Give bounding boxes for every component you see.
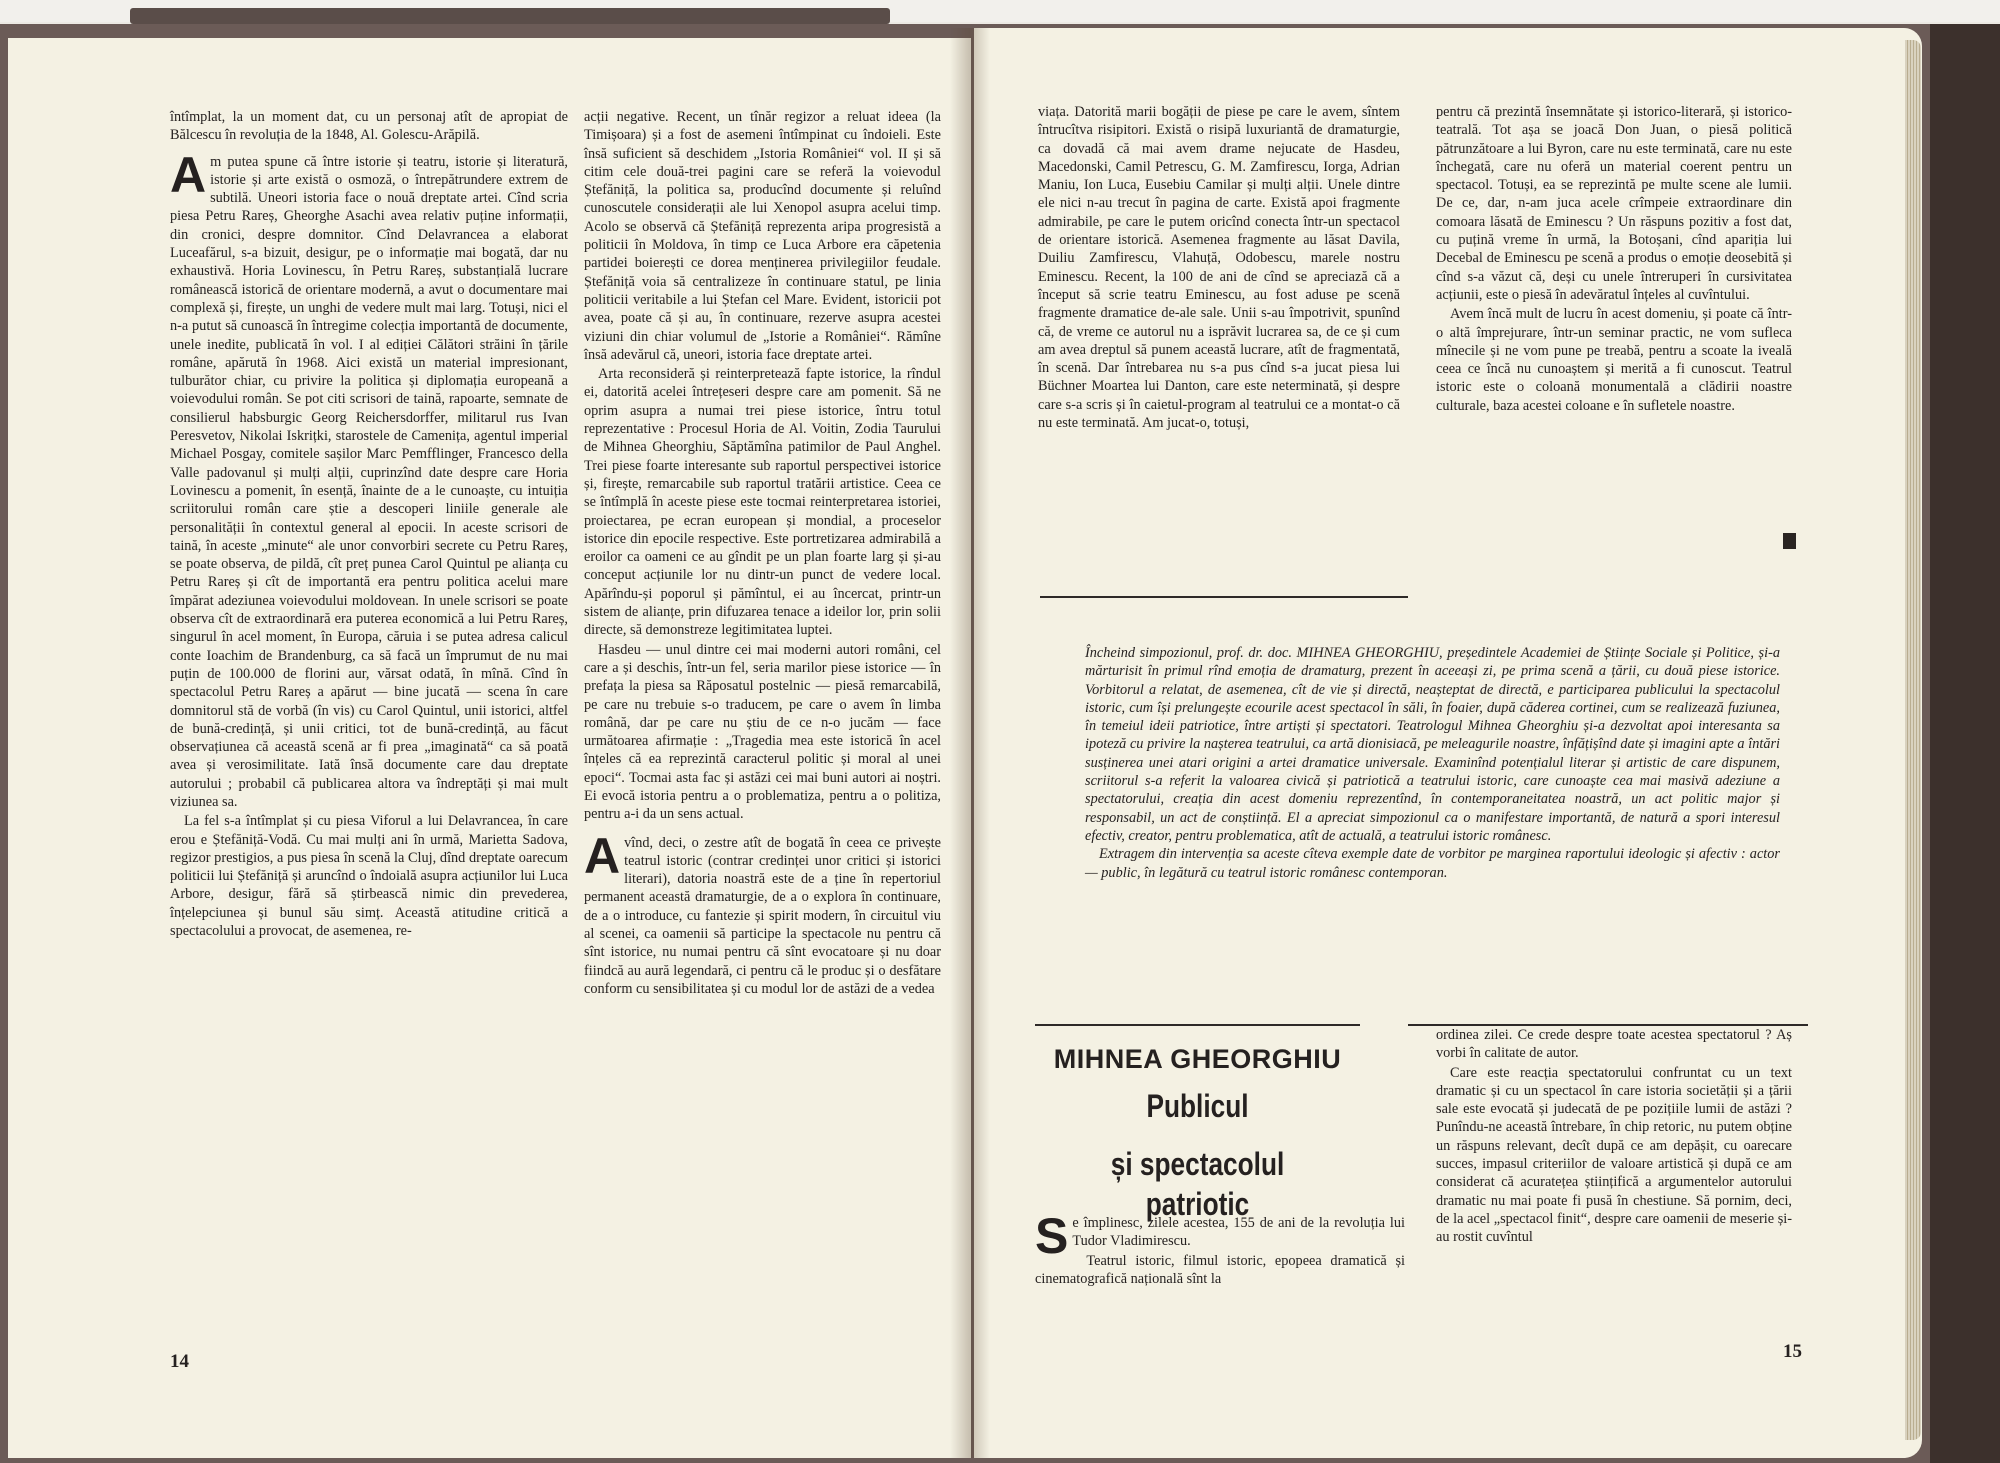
left-page <box>8 38 971 1458</box>
paragraph: viața. Datorită marii bogății de piese pe care le avem, sîntem întrucîtva risipitori. Există o risipă luxuriantă de dramaturgie, ca dovadă că mai avem drame nejucate de Hasdeu, Macedonski, Camil Petrescu, G. M. Zamfirescu, Iorga, Adrian Maniu, Ion Luca, Eusebiu Camilar și mulți alții. Unele dintre ele nici n-au trecut în pagina de carte. Există apoi fragmente admirabile, pe care le putem oricînd conecta într-un spectacol de orientare istorică. Asemenea fragmente au lăsat Davila, Duiliu Zamfirescu, Vlahuță, Odobescu, marele nostru Eminescu. Recent, la 100 de ani de cînd se apreciază că a început să scrie teatru Eminescu, au fost aduse pe scenă fragmente dramatice de-ale sale. Unii s-au împotrivit, spunînd că, de vreme ce autorul nu a isprăvit lucrarea sa, de ce și cum am avea dreptul să punem această lucrare, atît de fragmentată, în scenă. Dar întrebarea nu s-a pus cînd s-a jucat piesa lui Büchner Moartea lui Danton, care este neterminată, și despre care s-a scris și în caietul-program al teatrului ce a montat-o că nu este terminată. Am jucat-o, totuși, <box>1038 104 1400 432</box>
paragraph: Care este reacția spectatorului confruntat cu un text dramatic și cu un spectacol în care istoria societății și a țării sale este evocată și judecată de pe pozițiile lumii de astăzi ? Punîndu-ne această întrebare, în chip retoric, nu putem obține un răspuns relevant, decît după ce am depășit, cu oarecare succes, impasul criteriilor de valoare artistică și după ce am considerat că acuratețea științifică a argumentelor autorului dramatic nu mai poate fi pusă în chestiune. Să pornim, deci, de la acel „spectacol finit“, despre care oamenii de meserie și-au rostit cuvîntul <box>1436 1064 1792 1246</box>
paragraph: Arta reconsideră și reinterpretează fapte istorice, la rîndul ei, datorită acelei întrețeseri despre care am pomenit. Să ne oprim asupra a numai trei piese istorice, întru totul reprezentative : Procesul Horia de Al. Voitin, Zodia Taurului de Mihnea Gheorghiu, Săptămîna patimilor de Paul Anghel. Trei piese foarte interesante sub raportul perspectivei istorice și, firește, remarcabile sub raportul tratării artistice. Ceea ce se întîmplă în aceste piese este tocmai reinterpretarea istoriei, proiectarea, pe ecran european și mondial, a proceselor istorice din epocile respective. Este portretizarea admirabilă a eroilor ca oameni ce au gîndit pe un plan foarte larg și și-au conceput acțiunile lor nu dintr-un punct de vedere local. Apărîndu-și poporul și pămîntul, ei au încercat, printr-un sistem de alianțe, prin difuzarea tenace a ideilor lor, prin solii directe, să demonstreze legitimitatea luptei. <box>584 366 941 639</box>
left-column-1 <box>170 108 568 941</box>
article-column-1 <box>1035 1208 1405 1289</box>
section-divider <box>1040 596 1408 598</box>
paragraph: La fel s-a întîmplat și cu piesa Viforul a lui Delavrancea, în care erou e Ștefăniță-Vodă. Cu mai mulți ani în urmă, Marietta Sadova, regizor prestigios, a pus piesa în scenă la Cluj, dînd dreptate oarecum politicii lui Ștefăniță și aruncînd o îndoială asupra acțiunilor lui Luca Arbore, desigur, fără să știrbească nimic din prevederea, înțelepciunea și bunul său simț. Această atitudine critică a spectacolului a provocat, de asemenea, re- <box>170 813 568 940</box>
paragraph: Avem încă mult de lucru în acest domeniu, și poate că într-o altă împrejurare, într-un seminar practic, ne vom sufleca mînecile și ne vom pune pe treabă, pentru a scoate la iveală ceea ce încă nu cunoaștem și merită a fi cunoscut. Teatrul istoric este o coloană monumentală a clădirii noastre culturale, baza acestei coloane e în sufletele noastre. <box>1436 306 1792 414</box>
drop-cap: A <box>170 146 207 203</box>
page-number: 14 <box>170 1351 189 1372</box>
paragraph: ordinea zilei. Ce crede despre toate acestea spectatorul ? Aș vorbi în calitate de autor. <box>1436 1027 1792 1062</box>
article-title-line-1: Publicul <box>1146 1088 1249 1124</box>
article-column-2 <box>1436 1026 1792 1248</box>
paragraph: pentru că prezintă însemnătate și istorico-literară, și istorico-teatrală. Tot așa se joacă Don Juan, o piesă politică pătrunzătoare a lui Byron, care nu este terminată, care nu este închegată, care nu oferă un material coerent pentru un spectacol. Totuși, ea se reprezintă pe multe scene ale lumii. De ce, dar, n-am juca acele crîmpeie extraordinare din comoara lăsată de Eminescu ? Un răspuns pozitiv a fost dat, cu puțină vreme în urmă, la Botoșani, cînd apariția lui Decebal de Eminescu pe scenă a produs o emoție deosebită și cînd s-a văzut că, deși cu unele întreruperi în cursivitatea acțiunii, este o piesă în adevăratul înțeles al cuvîntului. <box>1436 104 1792 303</box>
paragraph: Se împlinesc, zilele acestea, 155 de ani de la revoluția lui Tudor Vladimirescu. <box>1035 1208 1405 1264</box>
paragraph: Am putea spune că între istorie și teatru, istorie și literatură, istorie și arte există o osmoză, o întrepătrundere extrem de subtilă. Uneori istoria face o nouă dreptate artei. Cînd scria piesa Petru Rareș, Gheorghe Asachi avea relativ puține informații, din cronici, despre domnitor. Cînd Delavrancea a elaborat Luceafărul, s-a bizuit, desigur, pe o informație mai bogată, dar nu exhaustivă. Horia Lovinescu, în Petru Rareș, substanțială lucrare românească istorică de orientare modernă, a avut o documentare mai complexă și, firește, un unghi de vedere mult mai larg. Totuși, nici el n-a putut să cunoască în întregime colecția importantă de documente, unele inedite, publicată în vol. I al ediției Călători străini în țările române, apărută în 1968. Aici există un material impresionant, tulburător chiar, cu privire la politica și diplomația europeană a voievodului român. Se pot citi scrisori de taină, rapoarte, semnate de consilierul habsburgic Georg Reichersdorffer, militarul rus Ivan Peresvetov, Nikolai Iskrițki, starostele de Camenița, agentul imperial Michael Posgay, comitele sașilor Marc Pemfflinger, Francesco della Valle padovanul și mulți alții, cuprinzînd date despre care Horia Lovinescu a pomenit, în esență, înainte de a le cunoaște, cu intuiția scriitorului român care știe a descoperi liniile generale ale personalității în contextul general al epocii. In aceste scrisori de taină, în aceste „minute“ ale unor convorbiri secrete cu Petru Rareș, se poate observa, de pildă, cît preț punea Carol Quintul pe alianța cu Petru Rareș și cît de importantă era pentru politica acelui mare împărat adeziunea voievodului moldovean. In unele scrisori se poate observa cît de extraordinară era puterea economică a lui Petru Rareș, singurul în acel moment, în Europa, căruia i se putea adresa calicul conte Ioachim de Brandenburg, ca să facă un împrumut de nu mai puțin de 100.000 de florini aur, vărsat odată, în mînă. Cînd în spectacolul Petru Rareș a apărut — bine jucată — scena în care domnitorul stă de vorbă (în vis) cu Carol Quintul, unii istorici, altfel de bună-credință, și unii critici, tot de bună-credință, au făcut observațiunea că această scenă ar fi prea „imaginată“ ca să poată avea și verosimilitate. Iată însă documente care dau dreptate autorului ; probabil că publicarea altora va îndreptăți și mai mult viziunea sa. <box>170 146 568 810</box>
page-edges <box>1905 40 1921 1440</box>
title-rule-top <box>1035 1024 1360 1026</box>
paragraph: acții negative. Recent, un tînăr regizor a reluat ideea (la Timișoara) și a fost de asemeni întîmpinat cu îndoieli. Este însă suficient să deschidem „Istoria României“ vol. II și să citim cele două-trei pagini care se referă la voievodul Ștefăniță, la politica sa, producînd documente și reluînd cunoscutele considerații ale lui Xenopol asupra acelui timp. Acolo se observă că Ștefăniță reprezenta aripa progresistă a politicii în Moldova, în timp ce Luca Arbore era căpetenia partidei boierești ce dorea menținerea privilegiilor feudale. Ștefăniță voia să centralizeze în continuare statul, pe linia politicii veritabile a lui Ștefan cel Mare. Evident, istoricii pot avea, poate că și au, în continuare, rezerve asupra acestei viziuni din chiar volumul de „Istorie a României“. Rămîne însă adevărul că, uneori, istoria face dreptate artei. <box>584 109 941 363</box>
drop-cap: A <box>584 827 621 884</box>
right-column-2 <box>1436 103 1792 416</box>
article-author: MIHNEA GHEORGHIU <box>1053 1044 1342 1074</box>
book-cover-edge <box>1930 24 2000 1463</box>
paragraph: Hasdeu — unul dintre cei mai moderni autori români, cel care a și deschis, într-un fel, seria marilor piese istorice — în prefața la piesa sa Răposatul postelnic — piesă remarcabilă, pe care nu trebuie s-o traducem, pe care o avem în limba română, dar pe care nu știu de ce n-o jucăm — face următoarea afirmație : „Tragedia mea este istorică în acel înțeles că ea reprezintă caracterul politic și moral al unei epoci“. Tocmai asta fac și astăzi cei mai buni autori ai noștri. Ei evocă istoria pentru a o problematiza, pentru a o politiza, pentru a-i da un sens actual. <box>584 641 941 823</box>
book-spine-edge <box>130 8 890 24</box>
article-title-line-2: și spectacolul patriotic <box>1110 1146 1285 1222</box>
right-column-1 <box>1038 103 1400 433</box>
end-of-article-mark <box>1783 533 1796 549</box>
article-title-block <box>1035 1042 1360 1224</box>
intro-paragraph: Încheind simpozionul, prof. dr. doc. MIHNEA GHEORGHIU, președintele Academiei de Științe Sociale și Politice, și-a mărturisit în primul rînd emoția de dramaturg, prezent în aceeași zi, pe prima scenă a țării, cu două piese istorice. Vorbitorul a relatat, de asemenea, cît de vie și directă, neașteptat de directă, e participarea publicului la spectacolul istoric, cum își prelungește ecourile acest spectacol în săli, în foaier, după căderea cortinei, cum se realizează fuziunea, în temeiul ideii patriotice, între artiști și spectatori. Teatrologul Mihnea Gheorghiu și-a dezvoltat apoi interesanta sa ipoteză cu privire la nașterea teatrului, ca artă dionisiacă, pe meleagurile noastre, înfățișînd date și imagini apte a întări susținerea unei atari origini a artei dramatice universale. Examinînd potențialul literar și artistic de care dispunem, scriitorul s-a referit la valoarea civică și patriotică a teatrului istoric, care cunoaște cea mai masivă adeziune a spectatorului, creația din acest domeniu reprezentînd, în contemporaneitatea noastră, un act politic major și responsabil, un act de conștiință. El a apreciat simpozionul ca o manifestare importantă, de natură a spori interesul efectiv, creator, pentru problematica, atît de actuală, a teatrului istoric românesc. <box>1085 645 1780 844</box>
symposium-intro <box>1085 644 1780 882</box>
intro-paragraph: Extragem din intervenția sa aceste cîteva exemple date de vorbitor pe marginea raportului ideologic și afectiv : actor — public, în legătură cu teatrul istoric românesc contemporan. <box>1085 846 1780 881</box>
paragraph: întîmplat, la un moment dat, cu un personaj atît de apropiat de Bălcescu în revoluția de la 1848, Al. Golescu-Arăpilă. <box>170 109 568 144</box>
left-column-2 <box>584 108 941 999</box>
drop-cap: S <box>1035 1208 1069 1264</box>
page-number: 15 <box>1783 1341 1802 1362</box>
paragraph: Teatrul istoric, filmul istoric, epopeea dramatică și cinematografică națională sînt la <box>1035 1252 1405 1287</box>
paragraph: Avînd, deci, o zestre atît de bogată în ceea ce privește teatrul istoric (contrar credinței unor critici și istorici literari), datoria noastră este de a ține în repertoriul permanent această dramaturgie, de a o explora în continuare, de a o introduce, cu fantezie și spirit modern, în circuitul viu al scenei, ca oamenii să participe la spectacole nu pentru că sînt istorice, nu numai pentru că sînt evocatoare și nu doar fiindcă au aură legendară, ci pentru că le produc și o desfătare conform cu sensibilitatea și cu modul lor de astăzi de a vedea <box>584 827 941 997</box>
